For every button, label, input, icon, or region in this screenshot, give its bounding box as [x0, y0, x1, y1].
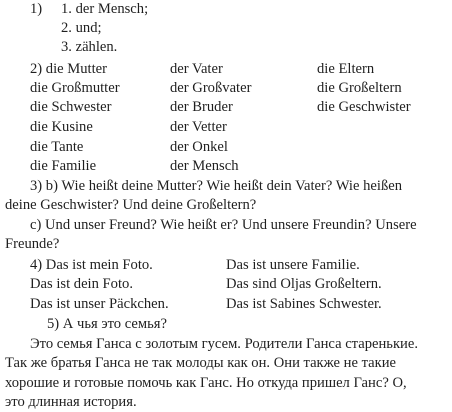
sentence: Das ist dein Foto. — [30, 276, 133, 292]
part3-c-line: Freunde? — [5, 236, 60, 252]
vocab-cell: die Tante — [30, 139, 84, 155]
part5-text-line: Так же братья Ганса не так молоды как он. Они также не такие — [5, 355, 397, 371]
sentence: Das sind Oljas Großeltern. — [226, 276, 382, 292]
part1-number: 1) — [30, 1, 43, 17]
part5-text-line: хорошие и готовые помочь как Ганс. Но откуда пришел Ганс? О, — [5, 375, 407, 391]
vocab-cell: die Großmutter — [30, 80, 120, 96]
part3-b-line: 3) b) Wie heißt deine Mutter? Wie heißt dein Vater? Wie heißen — [30, 178, 403, 194]
part1-item-3: 3. zählen. — [61, 39, 118, 55]
vocab-cell: die Großeltern — [317, 80, 402, 96]
vocab-cell: der Vetter — [170, 119, 227, 135]
vocab-cell: die Eltern — [317, 61, 375, 77]
sentence: Das ist unser Päckchen. — [30, 296, 169, 312]
vocab-cell: der Bruder — [170, 99, 233, 115]
part3-b-line: deine Geschwister? Und deine Großeltern? — [5, 197, 257, 213]
part1-item-2: 2. und; — [61, 20, 102, 36]
vocab-cell: 2) die Mutter — [30, 61, 108, 77]
sentence: 4) Das ist mein Foto. — [30, 257, 153, 273]
part5-question: 5) А чья это семья? — [47, 316, 167, 332]
part1-item-1: 1. der Mensch; — [61, 1, 149, 17]
part5-text-line: это длинная история. — [5, 394, 137, 410]
vocab-cell: der Onkel — [170, 139, 228, 155]
vocab-cell: die Geschwister — [317, 99, 411, 115]
vocab-cell: der Mensch — [170, 158, 239, 174]
part5-text-line: Это семья Ганса с золотым гусем. Родители Ганса старенькие. — [30, 336, 418, 352]
vocab-cell: die Schwester — [30, 99, 112, 115]
part3-c-line: c) Und unser Freund? Wie heißt er? Und unsere Freundin? Unsere — [30, 217, 417, 233]
vocab-cell: der Großvater — [170, 80, 252, 96]
vocab-cell: die Kusine — [30, 119, 93, 135]
sentence: Das ist Sabines Schwester. — [226, 296, 382, 312]
sentence: Das ist unsere Familie. — [226, 257, 360, 273]
vocab-cell: der Vater — [170, 61, 223, 77]
vocab-cell: die Familie — [30, 158, 97, 174]
